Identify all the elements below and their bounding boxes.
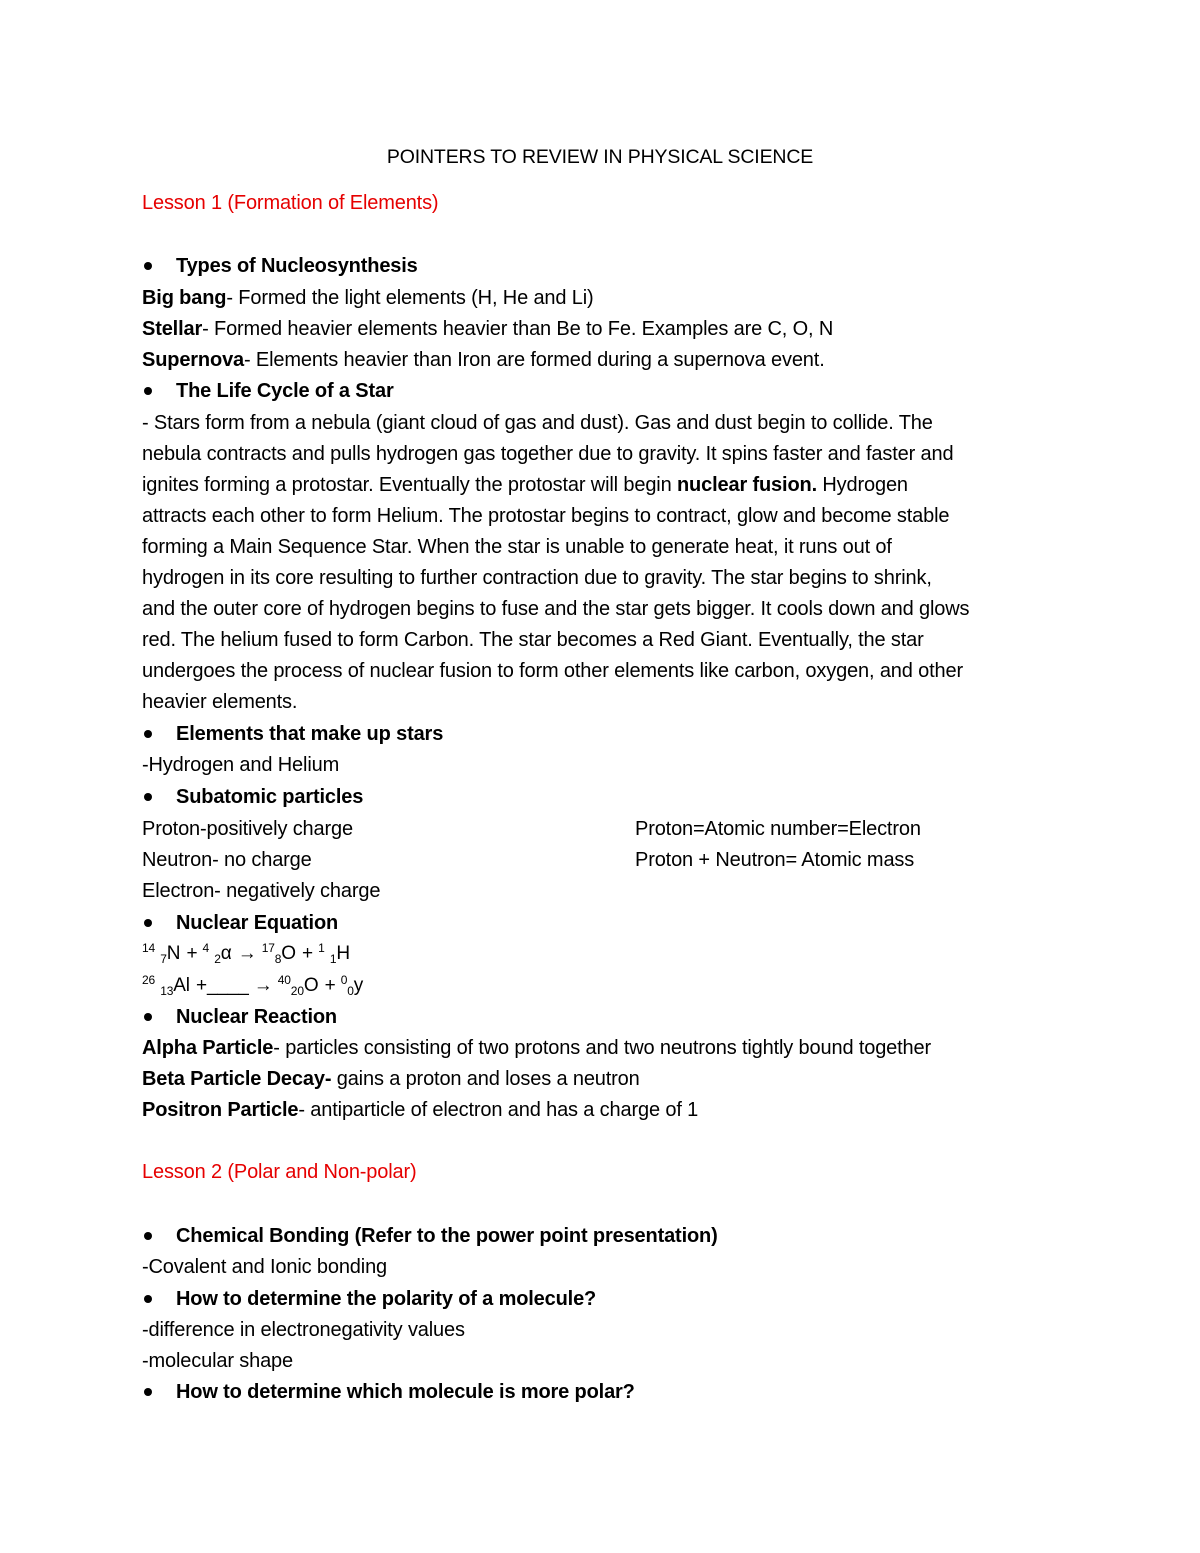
element-symbol: α [220,943,232,964]
mass-number: 26 [142,973,156,987]
paragraph-line: hydrogen in its core resulting to further contraction due to gravity. The star begins to shrink, [142,567,932,589]
item-term: Stellar [142,318,203,340]
elements-text: -Hydrogen and Helium [142,754,340,776]
element-symbol: y [353,975,364,996]
subatomic-left-line: Electron- negatively charge [142,880,381,902]
life-cycle-heading: The Life Cycle of a Star [176,380,394,402]
bullet-icon [144,1388,152,1396]
bullet-icon [144,919,152,927]
bullet-icon [144,1295,152,1303]
bullet-icon [144,1232,152,1240]
element-symbol: O [281,943,296,964]
subatomic-right-line: Proton=Atomic number=Electron [635,818,921,840]
plus-sign: + [181,943,203,964]
subatomic-left-line: Neutron- no charge [142,849,312,871]
bullet-icon [144,730,152,738]
item-desc: - particles consisting of two protons and two neutrons tightly bound together [273,1037,932,1059]
mass-number: 4 [202,941,210,955]
item-term: Alpha Particle [142,1037,274,1059]
bullet-icon [144,1013,152,1021]
atomic-number: 13 [160,984,174,998]
nuclear-reaction-item [142,1036,931,1060]
blank-field: +____ [190,975,254,996]
arrow-icon: → [232,943,262,964]
paragraph-line: - Stars form from a nebula (giant cloud of gas and dust). Gas and dust begin to collide. The [142,412,933,434]
item-term: Supernova [142,349,245,371]
lesson-2-heading: Lesson 2 (Polar and Non-polar) [142,1161,417,1183]
element-symbol: H [336,943,350,964]
item-term: Beta Particle Decay- [142,1068,332,1090]
item-desc: - Formed the light elements (H, He and Li) [226,287,594,309]
nuclear-reaction-heading: Nuclear Reaction [176,1006,337,1028]
atomic-number: 0 [347,984,354,998]
element-symbol: N [166,943,181,964]
bullet-icon [144,387,152,395]
line-text: Hydrogen [816,474,908,496]
line-text: ignites forming a protostar. Eventually the protostar will begin [142,474,677,496]
paragraph-line: attracts each other to form Helium. The protostar begins to contract, glow and become stable [142,505,950,527]
bonding-text: -Covalent and Ionic bonding [142,1256,388,1278]
lesson-1-heading: Lesson 1 (Formation of Elements) [142,192,439,214]
bonding-heading: Chemical Bonding (Refer to the power point presentation) [176,1225,718,1247]
item-desc: gains a proton and loses a neutron [331,1068,640,1090]
bold-phrase: nuclear fusion. [676,474,817,496]
plus-sign: + [296,943,319,964]
atomic-number: 1 [329,952,337,966]
nuclear-equation-1 [142,942,351,966]
nuclear-reaction-item [142,1098,698,1122]
paragraph-line: nebula contracts and pulls hydrogen gas together due to gravity. It spins faster and faster and [142,443,954,465]
nucleosynthesis-heading: Types of Nucleosynthesis [176,255,418,277]
item-desc: - Formed heavier elements heavier than Be to Fe. Examples are C, O, N [202,318,834,340]
nucleosynthesis-item [142,348,825,372]
subatomic-right-line: Proton + Neutron= Atomic mass [635,849,915,871]
nuclear-equation-heading: Nuclear Equation [176,912,339,934]
mass-number: 14 [142,941,156,955]
element-symbol: O [303,975,319,996]
more-polar-heading: How to determine which molecule is more polar? [176,1381,635,1403]
atomic-number: 2 [214,952,221,966]
nucleosynthesis-item [142,317,833,341]
mass-number: 40 [277,973,291,987]
item-desc: - Elements heavier than Iron are formed during a supernova event. [244,349,825,371]
paragraph-line [142,473,908,497]
nucleosynthesis-item [142,286,594,310]
polarity-heading: How to determine the polarity of a molecule? [176,1288,597,1310]
nuclear-reaction-item [142,1067,640,1091]
elements-heading: Elements that make up stars [176,723,444,745]
plus-sign: + [319,975,341,996]
paragraph-line: forming a Main Sequence Star. When the star is unable to generate heat, it runs out of [142,536,892,558]
subatomic-left-line: Proton-positively charge [142,818,353,840]
page-title: POINTERS TO REVIEW IN PHYSICAL SCIENCE [386,146,814,168]
paragraph-line: undergoes the process of nuclear fusion to form other elements like carbon, oxygen, and other [142,660,963,682]
bullet-icon [144,262,152,270]
paragraph-line: heavier elements. [142,691,298,713]
atomic-number: 20 [290,984,304,998]
mass-number: 17 [261,941,275,955]
item-term: Positron Particle [142,1099,299,1121]
atomic-number: 7 [160,952,167,966]
polarity-line: -molecular shape [142,1350,294,1372]
atomic-number: 8 [274,952,282,966]
paragraph-line: red. The helium fused to form Carbon. The star becomes a Red Giant. Eventually, the star [142,629,924,651]
paragraph-line: and the outer core of hydrogen begins to fuse and the star gets bigger. It cools down and glows [142,598,970,620]
arrow-icon: → [253,975,278,996]
mass-number: 0 [340,973,348,987]
item-desc: - antiparticle of electron and has a charge of 1 [298,1099,699,1121]
bullet-icon [144,793,152,801]
subatomic-heading: Subatomic particles [176,786,364,808]
nuclear-equation-2 [142,974,364,998]
item-term: Big bang [142,287,227,309]
polarity-line: -difference in electronegativity values [142,1319,465,1341]
element-symbol: Al [173,975,190,996]
mass-number: 1 [318,941,325,955]
